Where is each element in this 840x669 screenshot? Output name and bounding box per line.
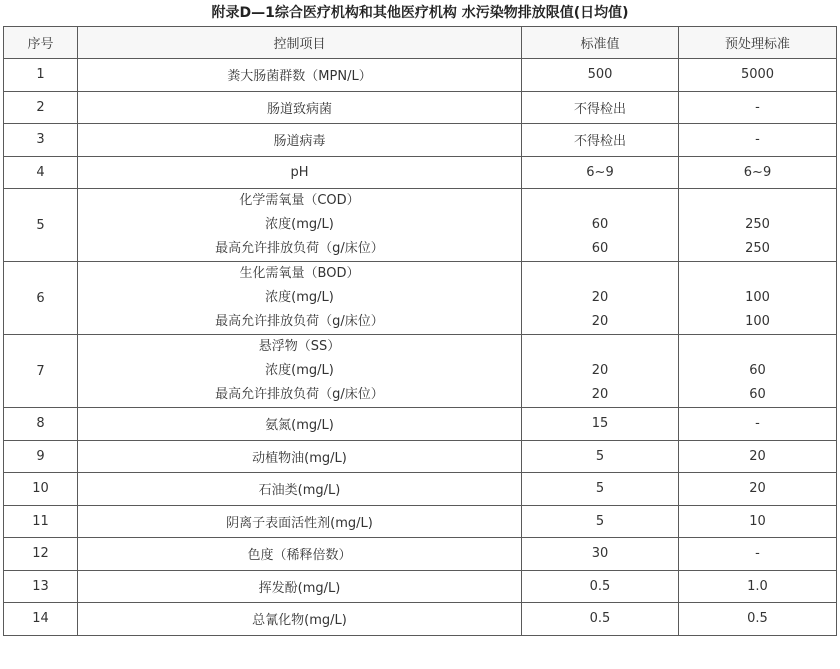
control-item-line: 最高允许排放负荷（g/床位）	[215, 314, 384, 329]
standard-value: 5	[522, 505, 679, 538]
control-item-line: 浓度(mg/L)	[265, 363, 334, 378]
header-no: 序号	[4, 27, 78, 59]
standard-value: 5	[522, 473, 679, 506]
pretreatment-value-line: 100	[745, 314, 770, 329]
control-item: 色度（稀释倍数）	[78, 538, 522, 571]
standard-value-line: 20	[591, 290, 609, 305]
pretreatment-value: -	[679, 538, 837, 571]
control-item-line: 最高允许排放负荷（g/床位）	[215, 387, 384, 402]
standard-value: 不得检出	[522, 91, 679, 124]
control-item: 氨氮(mg/L)	[78, 408, 522, 441]
table-row	[4, 335, 837, 408]
header-standard: 标准值	[522, 27, 679, 59]
table-row	[4, 603, 837, 636]
control-item	[78, 189, 522, 262]
table-row	[4, 570, 837, 603]
row-number: 4	[4, 156, 78, 189]
control-item: 阴离子表面活性剂(mg/L)	[78, 505, 522, 538]
pretreatment-value-line	[679, 189, 836, 213]
pretreatment-value-line	[679, 262, 836, 286]
row-number: 1	[4, 59, 78, 92]
table-title: 附录D—1综合医疗机构和其他医疗机构 水污染物排放限值(日均值)	[211, 5, 629, 21]
standard-value: 15	[522, 408, 679, 441]
standard-value-line	[522, 189, 678, 213]
pretreatment-value: 6~9	[679, 156, 837, 189]
control-item-line: 浓度(mg/L)	[265, 217, 334, 232]
header-row	[4, 27, 837, 59]
control-item	[78, 335, 522, 408]
pretreatment-value: 0.5	[679, 603, 837, 636]
pretreatment-value: 20	[679, 440, 837, 473]
standard-value: 0.5	[522, 603, 679, 636]
control-item-line: 化学需氧量（COD）	[239, 193, 360, 208]
header-pretreatment: 预处理标准	[679, 27, 837, 59]
pretreatment-value-line: 60	[749, 387, 766, 402]
table-row	[4, 408, 837, 441]
pretreatment-value: 5000	[679, 59, 837, 92]
standard-value-line: 20	[591, 387, 609, 402]
emission-limits-table	[3, 26, 837, 636]
row-number: 2	[4, 91, 78, 124]
row-number: 6	[4, 262, 78, 335]
control-item: 动植物油(mg/L)	[78, 440, 522, 473]
control-item: 肠道病毒	[78, 124, 522, 157]
pretreatment-value: -	[679, 91, 837, 124]
pretreatment-value: -	[679, 408, 837, 441]
standard-value	[522, 189, 679, 262]
row-number: 14	[4, 603, 78, 636]
standard-value: 0.5	[522, 570, 679, 603]
row-number: 7	[4, 335, 78, 408]
standard-value: 5	[522, 440, 679, 473]
table-row	[4, 538, 837, 571]
pretreatment-value-line: 250	[745, 217, 770, 232]
control-item	[78, 262, 522, 335]
table-row	[4, 59, 837, 92]
pretreatment-value	[679, 335, 837, 408]
table-row	[4, 156, 837, 189]
control-item-line: 浓度(mg/L)	[265, 290, 334, 305]
standard-value: 6~9	[522, 156, 679, 189]
row-number: 3	[4, 124, 78, 157]
control-item-line: 最高允许排放负荷（g/床位）	[215, 241, 384, 256]
row-number: 8	[4, 408, 78, 441]
control-item: 粪大肠菌群数（MPN/L）	[78, 59, 522, 92]
standard-value-line: 60	[591, 217, 609, 232]
pretreatment-value: -	[679, 124, 837, 157]
row-number: 9	[4, 440, 78, 473]
standard-value: 30	[522, 538, 679, 571]
row-number: 10	[4, 473, 78, 506]
pretreatment-value: 1.0	[679, 570, 837, 603]
header-item: 控制项目	[78, 27, 522, 59]
pretreatment-value-line: 60	[749, 363, 766, 378]
standard-value-line: 60	[591, 241, 609, 256]
standard-value: 不得检出	[522, 124, 679, 157]
pretreatment-value: 20	[679, 473, 837, 506]
control-item: pH	[78, 156, 522, 189]
standard-value-line	[522, 335, 678, 359]
row-number: 13	[4, 570, 78, 603]
standard-value-line: 20	[591, 314, 609, 329]
pretreatment-value	[679, 262, 837, 335]
table-row	[4, 189, 837, 262]
pretreatment-value-line: 100	[745, 290, 770, 305]
table-row	[4, 124, 837, 157]
standard-value	[522, 335, 679, 408]
standard-value: 500	[522, 59, 679, 92]
table-row	[4, 473, 837, 506]
table-row	[4, 440, 837, 473]
control-item-line: 生化需氧量（BOD）	[239, 266, 360, 281]
control-item-line: 悬浮物（SS）	[258, 339, 341, 354]
control-item: 总氰化物(mg/L)	[78, 603, 522, 636]
row-number: 12	[4, 538, 78, 571]
control-item: 挥发酚(mg/L)	[78, 570, 522, 603]
row-number: 11	[4, 505, 78, 538]
pretreatment-value-line: 250	[745, 241, 770, 256]
standard-value-line	[522, 262, 678, 286]
table-row	[4, 262, 837, 335]
control-item: 肠道致病菌	[78, 91, 522, 124]
pretreatment-value-line	[679, 335, 836, 359]
pretreatment-value	[679, 189, 837, 262]
row-number: 5	[4, 189, 78, 262]
table-row	[4, 505, 837, 538]
standard-value-line: 20	[591, 363, 609, 378]
control-item: 石油类(mg/L)	[78, 473, 522, 506]
standard-value	[522, 262, 679, 335]
table-row	[4, 91, 837, 124]
pretreatment-value: 10	[679, 505, 837, 538]
table-body	[4, 59, 837, 636]
